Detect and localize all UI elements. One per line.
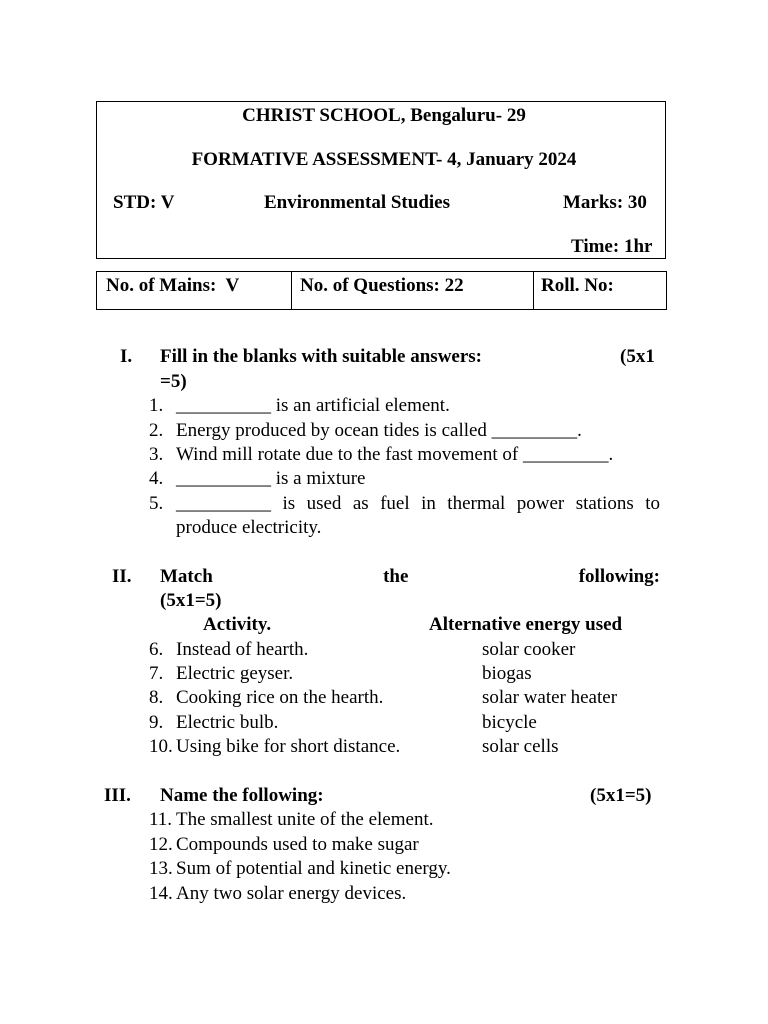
subject-label: Environmental Studies — [264, 192, 450, 213]
section2-title — [160, 565, 660, 589]
section1-marks: (5x1 — [620, 346, 655, 367]
question-text: Any two solar energy devices. — [176, 883, 407, 904]
energy-text: biogas — [482, 663, 532, 684]
column-header-activity: Activity. — [203, 614, 272, 635]
title-word: following: — [578, 566, 660, 587]
question-text: Energy produced by ocean tides is called _________. — [176, 420, 582, 441]
info-divider — [291, 271, 292, 310]
time-label: Time: 1hr — [571, 236, 653, 257]
question-number: 4. — [149, 468, 164, 489]
word: stations — [575, 493, 634, 514]
section3-marks: (5x1=5) — [590, 785, 652, 806]
word: power — [516, 493, 565, 514]
question-text-cont: produce electricity. — [176, 517, 322, 538]
question-text: Compounds used to make sugar — [176, 834, 419, 855]
column-header-energy: Alternative energy used — [429, 614, 623, 635]
school-name: CHRIST SCHOOL, Bengaluru- 29 — [242, 105, 526, 126]
activity-text: Electric bulb. — [176, 712, 279, 733]
word: fuel — [380, 493, 410, 514]
question-number: 8. — [149, 687, 164, 708]
question-number: 13. — [149, 858, 173, 879]
info-divider — [533, 271, 534, 310]
question-number: 3. — [149, 444, 164, 465]
question-text-justified — [176, 492, 660, 516]
question-number: 11. — [149, 809, 173, 830]
assessment-title: FORMATIVE ASSESSMENT- 4, January 2024 — [191, 149, 577, 170]
question-number: 14. — [149, 883, 173, 904]
title-word: Match — [160, 566, 213, 587]
question-text: Wind mill rotate due to the fast movement of _________. — [176, 444, 614, 465]
mains-cell: No. of Mains: V — [106, 275, 240, 296]
word: __________ — [176, 493, 271, 514]
question-number: 9. — [149, 712, 164, 733]
question-text: __________ is an artificial element. — [176, 395, 450, 416]
word: as — [352, 493, 369, 514]
energy-text: bicycle — [482, 712, 537, 733]
section3-title: Name the following: — [160, 785, 324, 806]
word: used — [306, 493, 342, 514]
activity-text: Cooking rice on the hearth. — [176, 687, 384, 708]
std-label: STD: V — [113, 192, 175, 213]
energy-text: solar water heater — [482, 687, 618, 708]
section3-numeral: III. — [104, 785, 131, 806]
marks-label: Marks: 30 — [563, 192, 647, 213]
question-text: The smallest unite of the element. — [176, 809, 434, 830]
question-number: 5. — [149, 493, 164, 514]
question-number: 2. — [149, 420, 164, 441]
question-number: 7. — [149, 663, 164, 684]
questions-cell: No. of Questions: 22 — [300, 275, 464, 296]
section2-numeral: II. — [112, 566, 132, 587]
section1-numeral: I. — [120, 346, 133, 367]
activity-text: Electric geyser. — [176, 663, 294, 684]
title-word: the — [383, 566, 409, 587]
word: to — [645, 493, 660, 514]
word: in — [421, 493, 436, 514]
word: is — [282, 493, 296, 514]
section1-title: Fill in the blanks with suitable answers: — [160, 346, 482, 367]
question-number: 10. — [149, 736, 173, 757]
roll-cell: Roll. No: — [541, 275, 614, 296]
question-text: __________ is a mixture — [176, 468, 366, 489]
question-number: 12. — [149, 834, 173, 855]
word: thermal — [447, 493, 506, 514]
energy-text: solar cells — [482, 736, 559, 757]
question-number: 1. — [149, 395, 164, 416]
section1-marks-cont: =5) — [160, 371, 187, 392]
energy-text: solar cooker — [482, 639, 576, 660]
question-number: 6. — [149, 639, 164, 660]
question-text: Sum of potential and kinetic energy. — [176, 858, 451, 879]
activity-text: Using bike for short distance. — [176, 736, 401, 757]
section2-marks: (5x1=5) — [160, 590, 222, 611]
activity-text: Instead of hearth. — [176, 639, 309, 660]
